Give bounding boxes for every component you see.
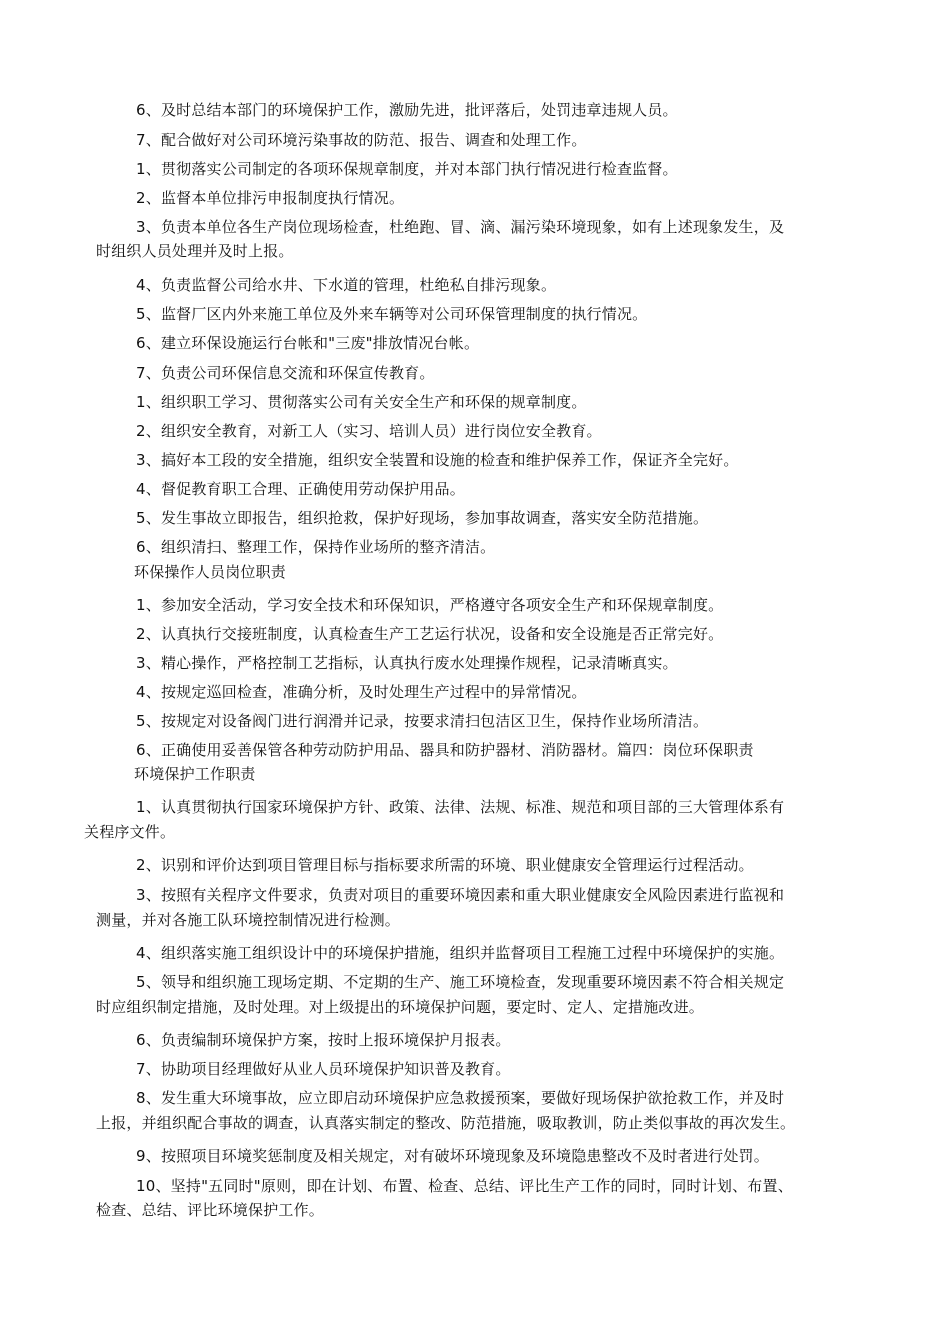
section-heading: 环境保护工作职责 <box>134 765 256 783</box>
paragraph-line: 关程序文件。 <box>84 823 176 841</box>
paragraph-line: 1、贯彻落实公司制定的各项环保规章制度，并对本部门执行情况进行检查监督。 <box>136 160 678 178</box>
paragraph-line: 10、坚持"五同时"原则，即在计划、布置、检查、总结、评比生产工作的同时，同时计划、布置、 <box>136 1177 793 1195</box>
paragraph-line: 2、识别和评价达到项目管理目标与指标要求所需的环境、职业健康安全管理运行过程活动。 <box>136 856 754 874</box>
paragraph-line: 3、精心操作，严格控制工艺指标，认真执行废水处理操作规程，记录清晰真实。 <box>136 654 678 672</box>
paragraph-line: 1、参加安全活动，学习安全技术和环保知识，严格遵守各项安全生产和环保规章制度。 <box>136 596 724 614</box>
paragraph-line: 1、认真贯彻执行国家环境保护方针、政策、法律、法规、标准、规范和项目部的三大管理体系有 <box>136 798 785 816</box>
paragraph-line: 5、按规定对设备阀门进行润滑并记录，按要求清扫包洁区卫生，保持作业场所清洁。 <box>136 712 709 730</box>
paragraph-line: 8、发生重大环境事故，应立即启动环境保护应急救援预案，要做好现场保护欲抢救工作，并及时 <box>136 1089 785 1107</box>
paragraph-line: 6、负责编制环境保护方案，按时上报环境保护月报表。 <box>136 1031 511 1049</box>
paragraph-line: 7、协助项目经理做好从业人员环境保护知识普及教育。 <box>136 1060 511 1078</box>
paragraph-line: 检查、总结、评比环境保护工作。 <box>96 1201 325 1219</box>
paragraph-line: 2、组织安全教育，对新工人（实习、培训人员）进行岗位安全教育。 <box>136 422 602 440</box>
paragraph-line: 3、负责本单位各生产岗位现场检查，杜绝跑、冒、滴、漏污染环境现象，如有上述现象发生，及 <box>136 218 785 236</box>
paragraph-line: 7、配合做好对公司环境污染事故的防范、报告、调查和处理工作。 <box>136 131 587 149</box>
paragraph-line: 6、及时总结本部门的环境保护工作，激励先进，批评落后，处罚违章违规人员。 <box>136 101 678 119</box>
paragraph-line: 6、建立环保设施运行台帐和"三废"排放情况台帐。 <box>136 334 480 352</box>
paragraph-line: 3、按照有关程序文件要求，负责对项目的重要环境因素和重大职业健康安全风险因素进行监视和 <box>136 886 785 904</box>
paragraph-line: 4、负责监督公司给水井、下水道的管理，杜绝私自排污现象。 <box>136 276 557 294</box>
paragraph-line: 5、发生事故立即报告，组织抢救，保护好现场，参加事故调查，落实安全防范措施。 <box>136 509 709 527</box>
paragraph-line: 测量，并对各施工队环境控制情况进行检测。 <box>96 911 401 929</box>
paragraph-line: 5、监督厂区内外来施工单位及外来车辆等对公司环保管理制度的执行情况。 <box>136 305 648 323</box>
paragraph-line: 3、搞好本工段的安全措施，组织安全装置和设施的检查和维护保养工作，保证齐全完好。 <box>136 451 739 469</box>
paragraph-line: 上报，并组织配合事故的调查，认真落实制定的整改、防范措施，吸取教训，防止类似事故的再次发生。 <box>96 1114 796 1132</box>
paragraph-line: 5、领导和组织施工现场定期、不定期的生产、施工环境检查，发现重要环境因素不符合相关规定 <box>136 973 785 991</box>
paragraph-line: 2、认真执行交接班制度，认真检查生产工艺运行状况，设备和安全设施是否正常完好。 <box>136 625 724 643</box>
paragraph-line: 2、监督本单位排污申报制度执行情况。 <box>136 189 405 207</box>
paragraph-line: 1、组织职工学习、贯彻落实公司有关安全生产和环保的规章制度。 <box>136 393 587 411</box>
section-heading: 环保操作人员岗位职责 <box>134 563 287 581</box>
paragraph-line: 7、负责公司环保信息交流和环保宣传教育。 <box>136 364 435 382</box>
paragraph-line: 4、按规定巡回检查，准确分析，及时处理生产过程中的异常情况。 <box>136 683 587 701</box>
paragraph-line: 9、按照项目环境奖惩制度及相关规定，对有破坏环境现象及环境隐患整改不及时者进行处罚。 <box>136 1147 769 1165</box>
paragraph-line: 时组织人员处理并及时上报。 <box>96 242 294 260</box>
paragraph-line: 4、组织落实施工组织设计中的环境保护措施，组织并监督项目工程施工过程中环境保护的实施。 <box>136 944 785 962</box>
paragraph-line: 6、组织清扫、整理工作，保持作业场所的整齐清洁。 <box>136 538 496 556</box>
paragraph-line: 4、督促教育职工合理、正确使用劳动保护用品。 <box>136 480 465 498</box>
paragraph-line: 时应组织制定措施，及时处理。对上级提出的环境保护问题，要定时、定人、定措施改进。 <box>96 998 705 1016</box>
paragraph-line: 6、正确使用妥善保管各种劳动防护用品、器具和防护器材、消防器材。篇四：岗位环保职责 <box>136 741 754 759</box>
